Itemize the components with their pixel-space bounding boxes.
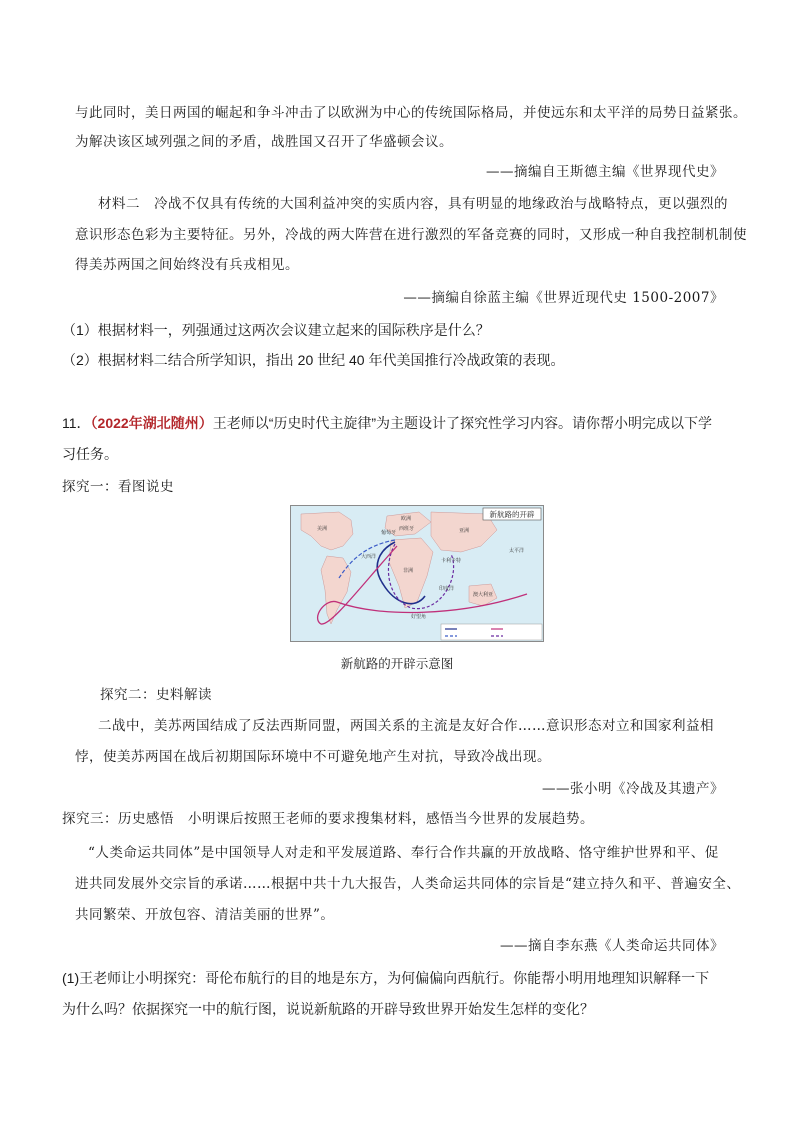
map-label-portugal: 葡萄牙 [381,530,397,536]
material2-line1: 材料二 冷战不仅具有传统的大国利益冲突的实质内容，具有明显的地缘政治与战略特点，更以强烈的 [98,196,728,212]
map-caption: 新航路的开辟示意图 [340,656,454,671]
question-10-1: （1）根据材料一，列强通过这两次会议建立起来的国际秩序是什么？ [62,322,490,338]
map-label-indian-ocean: 印度洋 [439,586,455,592]
map-legend [441,624,542,640]
question-10-2: （2）根据材料二结合所学知识，指出 20 世纪 40 年代美国推行冷战政策的表现。 [62,352,565,368]
map-label-atlantic: 大西洋 [361,554,377,560]
material2-source: ——摘编自徐蓝主编《世界近现代史 1500-2007》 [403,290,724,306]
material1-line2: 为解决该区域列强之间的矛盾，战胜国又召开了华盛顿会议。 [75,134,453,150]
map-label-asia: 亚洲 [459,528,470,534]
question-11-1-line2: 为什么吗？依据探究一中的航行图，说说新航路的开辟导致世界开始发生怎样的变化？ [62,1001,594,1017]
material1-source: ——摘编自王斯德主编《世界现代史》 [486,164,724,180]
question-11-line2: 习任务。 [62,446,118,462]
explore3-line2: 进共同发展外交宗旨的承诺……根据中共十九大报告，人类命运共同体的宗旨是“建立持久和平、普遍安全、 [75,876,741,892]
explore2-source: ——张小明《冷战及其遗产》 [542,781,724,797]
material2-line2: 意识形态色彩为主要特征。另外，冷战的两大阵营在进行激烈的军备竞赛的同时，又形成一种自我控制机制使 [75,227,747,243]
map-label-africa: 非洲 [403,568,414,574]
question-source-tag: （2022年湖北随州） [90,415,213,431]
map-svg [291,506,543,641]
explore2-title: 探究二：史料解读 [100,687,212,703]
map-label-spain: 西班牙 [399,526,415,532]
question-11-line1: 王老师以“历史时代主旋律”为主题设计了探究性学习内容。请你帮小明完成以下学 [212,415,713,431]
new-sea-routes-map [290,505,544,642]
explore2-line2: 悖，使美苏两国在战后初期国际环境中不可避免地产生对抗，导致冷战出现。 [75,749,551,765]
map-label-cape: 好望角 [411,614,427,620]
map-title: 新航路的开辟 [489,510,535,519]
question-11-1-line1: (1)王老师让小明探究：哥伦布航行的目的地是东方，为何偏偏向西航行。你能帮小明用地理知识解释一下 [62,970,710,986]
explore3-line1: “人类命运共同体”是中国领导人对走和平发展道路、奉行合作共赢的开放战略、恪守维护世界和平、促 [88,845,719,861]
map-label-europe: 欧洲 [401,516,412,522]
explore1-title: 探究一：看图说史 [62,479,174,495]
question-11-header [62,414,712,432]
explore2-line1: 二战中，美苏两国结成了反法西斯同盟，两国关系的主流是友好合作……意识形态对立和国家利益相 [98,718,714,734]
map-label-pacific: 太平洋 [509,548,525,554]
map-label-calicut: 卡利卡特 [441,558,462,564]
explore3-source: ——摘自李东燕《人类命运共同体》 [500,938,724,954]
map-label-australia: 澳大利亚 [473,592,494,598]
material2-line3: 得美苏两国之间始终没有兵戎相见。 [75,257,299,273]
explore3-title: 探究三：历史感悟 小明课后按照王老师的要求搜集材料，感悟当今世界的发展趋势。 [62,811,594,827]
question-number: 11． [62,415,91,431]
explore3-line3: 共同繁荣、开放包容、清洁美丽的世界”。 [75,907,335,923]
map-label-america: 美洲 [317,526,328,532]
material1-line1: 与此同时，美日两国的崛起和争斗冲击了以欧洲为中心的传统国际格局，并使远东和太平洋的局势日益紧张。 [75,105,747,121]
